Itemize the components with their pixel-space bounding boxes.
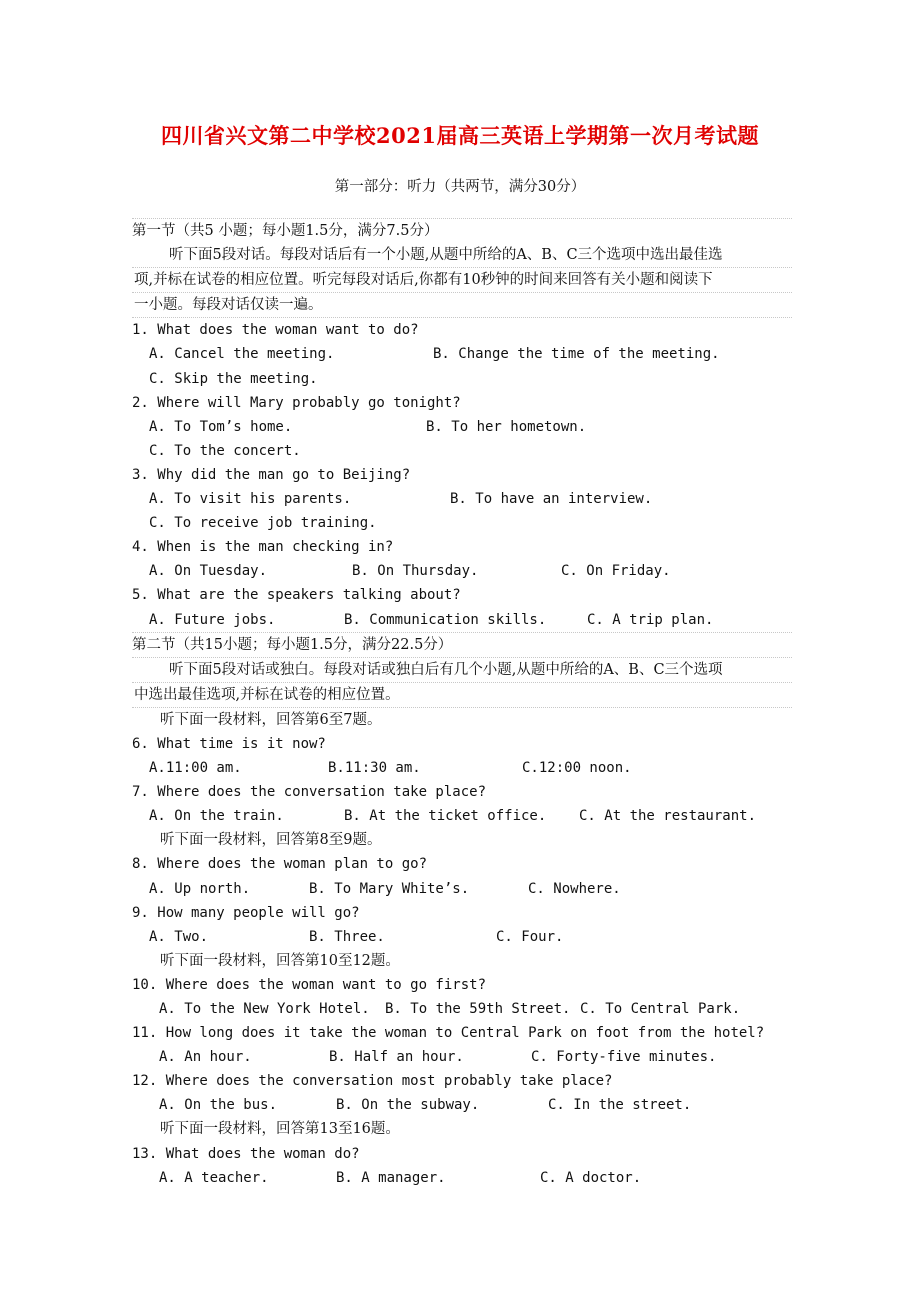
- question-3: 3. Why did the man go to Beijing?: [132, 466, 411, 483]
- question-4: 4. When is the man checking in?: [132, 539, 394, 556]
- question-1-option-c-row: [132, 367, 792, 391]
- option-a: A.11:00 am.: [149, 760, 242, 777]
- question-12: 12. Where does the conversation most probably take place?: [132, 1073, 613, 1090]
- question-8: 8. Where does the woman plan to go?: [132, 856, 428, 873]
- option-b: B. At the ticket office.: [344, 808, 547, 825]
- option-a: A. On the train.: [149, 808, 284, 825]
- option-a: A. Two.: [149, 928, 209, 945]
- question-11: 11. How long does it take the woman to Central Park on foot from the hotel?: [132, 1025, 765, 1042]
- option-c: C. On Friday.: [561, 563, 671, 580]
- option-b: B. To Mary White’s.: [309, 880, 470, 897]
- option-a: A. Future jobs.: [149, 611, 276, 628]
- option-b: B. A manager.: [336, 1169, 446, 1186]
- option-c: C. Skip the meeting.: [149, 370, 318, 387]
- option-b: B. On the subway.: [336, 1097, 480, 1114]
- option-a: A. To visit his parents.: [149, 491, 352, 508]
- question-1-options: [132, 342, 792, 366]
- question-3-option-c-row: [132, 511, 792, 535]
- option-c: C.12:00 noon.: [522, 760, 632, 777]
- option-c: C. Four.: [496, 928, 564, 945]
- section-two-heading: 第二节（共15小题；每小题1.5分，满分22.5分）: [132, 632, 792, 658]
- option-c: C. Forty-five minutes.: [531, 1049, 717, 1066]
- part-one-heading: 第一部分：听力（共两节，满分30分）: [334, 179, 586, 195]
- option-b: B. Half an hour.: [329, 1049, 464, 1066]
- option-c: C. At the restaurant.: [579, 808, 757, 825]
- option-a: A. To the New York Hotel.: [159, 1001, 370, 1017]
- material-note: 听下面一段材料，回答第6至7题。: [160, 711, 382, 728]
- option-b: B. On Thursday.: [352, 563, 479, 580]
- question-9: 9. How many people will go?: [132, 904, 360, 921]
- material-note: 听下面一段材料，回答第8至9题。: [160, 832, 382, 849]
- question-4-options: [132, 559, 792, 583]
- question-10-options: [132, 997, 792, 1021]
- option-c: C. To the concert.: [149, 442, 301, 459]
- option-c: C. A doctor.: [540, 1169, 642, 1186]
- option-c: C. Nowhere.: [528, 880, 621, 897]
- question-2-options: [132, 415, 792, 439]
- option-b: B. To her hometown.: [426, 418, 587, 435]
- option-a: A. An hour.: [159, 1049, 252, 1066]
- option-a: A. To Tom’s home.: [149, 418, 293, 435]
- question-9-options: [132, 925, 792, 949]
- option-a: A. A teacher.: [159, 1169, 269, 1186]
- question-11-options: [132, 1045, 792, 1069]
- option-c: C. To Central Park.: [580, 1001, 741, 1017]
- instruction-line: 听下面5段对话或独白。每段对话或独白后有几个小题,从题中所给的A、B、C三个选项: [132, 658, 792, 683]
- option-b: B. Communication skills.: [344, 611, 547, 628]
- material-note: 听下面一段材料，回答第13至16题。: [160, 1121, 400, 1138]
- question-7: 7. Where does the conversation take place?: [132, 784, 487, 801]
- option-b: B.11:30 am.: [328, 760, 421, 777]
- option-b: B. Three.: [309, 928, 385, 945]
- question-5: 5. What are the speakers talking about?: [132, 587, 461, 604]
- option-a: A. On Tuesday.: [149, 563, 268, 580]
- material-note: 听下面一段材料，回答第10至12题。: [160, 952, 400, 969]
- question-6: 6. What time is it now?: [132, 735, 326, 752]
- question-3-options: [132, 487, 792, 511]
- question-5-options: [132, 608, 792, 632]
- question-10: 10. Where does the woman want to go first?: [132, 976, 487, 993]
- option-c: C. To receive job training.: [149, 515, 377, 532]
- question-8-options: [132, 877, 792, 901]
- instruction-line: 中选出最佳选项,并标在试卷的相应位置。: [132, 683, 792, 708]
- question-7-options: [132, 804, 792, 828]
- section-one-heading: 第一节（共5 小题；每小题1.5分，满分7.5分）: [132, 218, 792, 243]
- option-a: A. Cancel the meeting.: [149, 346, 335, 363]
- option-b: B. To the 59th Street.: [385, 1001, 571, 1017]
- option-b: B. Change the time of the meeting.: [433, 346, 720, 363]
- option-c: C. In the street.: [548, 1097, 692, 1114]
- question-2-option-c-row: [132, 439, 792, 463]
- exam-content: [132, 218, 792, 1190]
- question-1: 1. What does the woman want to do?: [132, 322, 419, 339]
- instruction-line: 听下面5段对话。每段对话后有一个小题,从题中所给的A、B、C三个选项中选出最佳选: [132, 243, 792, 268]
- question-2: 2. Where will Mary probably go tonight?: [132, 394, 461, 411]
- instruction-line: 一小题。每段对话仅读一遍。: [132, 293, 792, 318]
- document-title: 四川省兴文第二中学校2021届高三英语上学期第一次月考试题: [161, 123, 759, 148]
- question-13-options: [132, 1166, 792, 1190]
- option-a: A. Up north.: [149, 880, 251, 897]
- section-one-instructions: [132, 243, 792, 318]
- question-13: 13. What does the woman do?: [132, 1145, 360, 1162]
- option-b: B. To have an interview.: [450, 491, 653, 508]
- instruction-line: 项,并标在试卷的相应位置。听完每段对话后,你都有10秒钟的时间来回答有关小题和阅读下: [132, 268, 792, 293]
- question-6-options: [132, 756, 792, 780]
- option-a: A. On the bus.: [159, 1097, 278, 1114]
- option-c: C. A trip plan.: [587, 611, 714, 628]
- question-12-options: [132, 1093, 792, 1117]
